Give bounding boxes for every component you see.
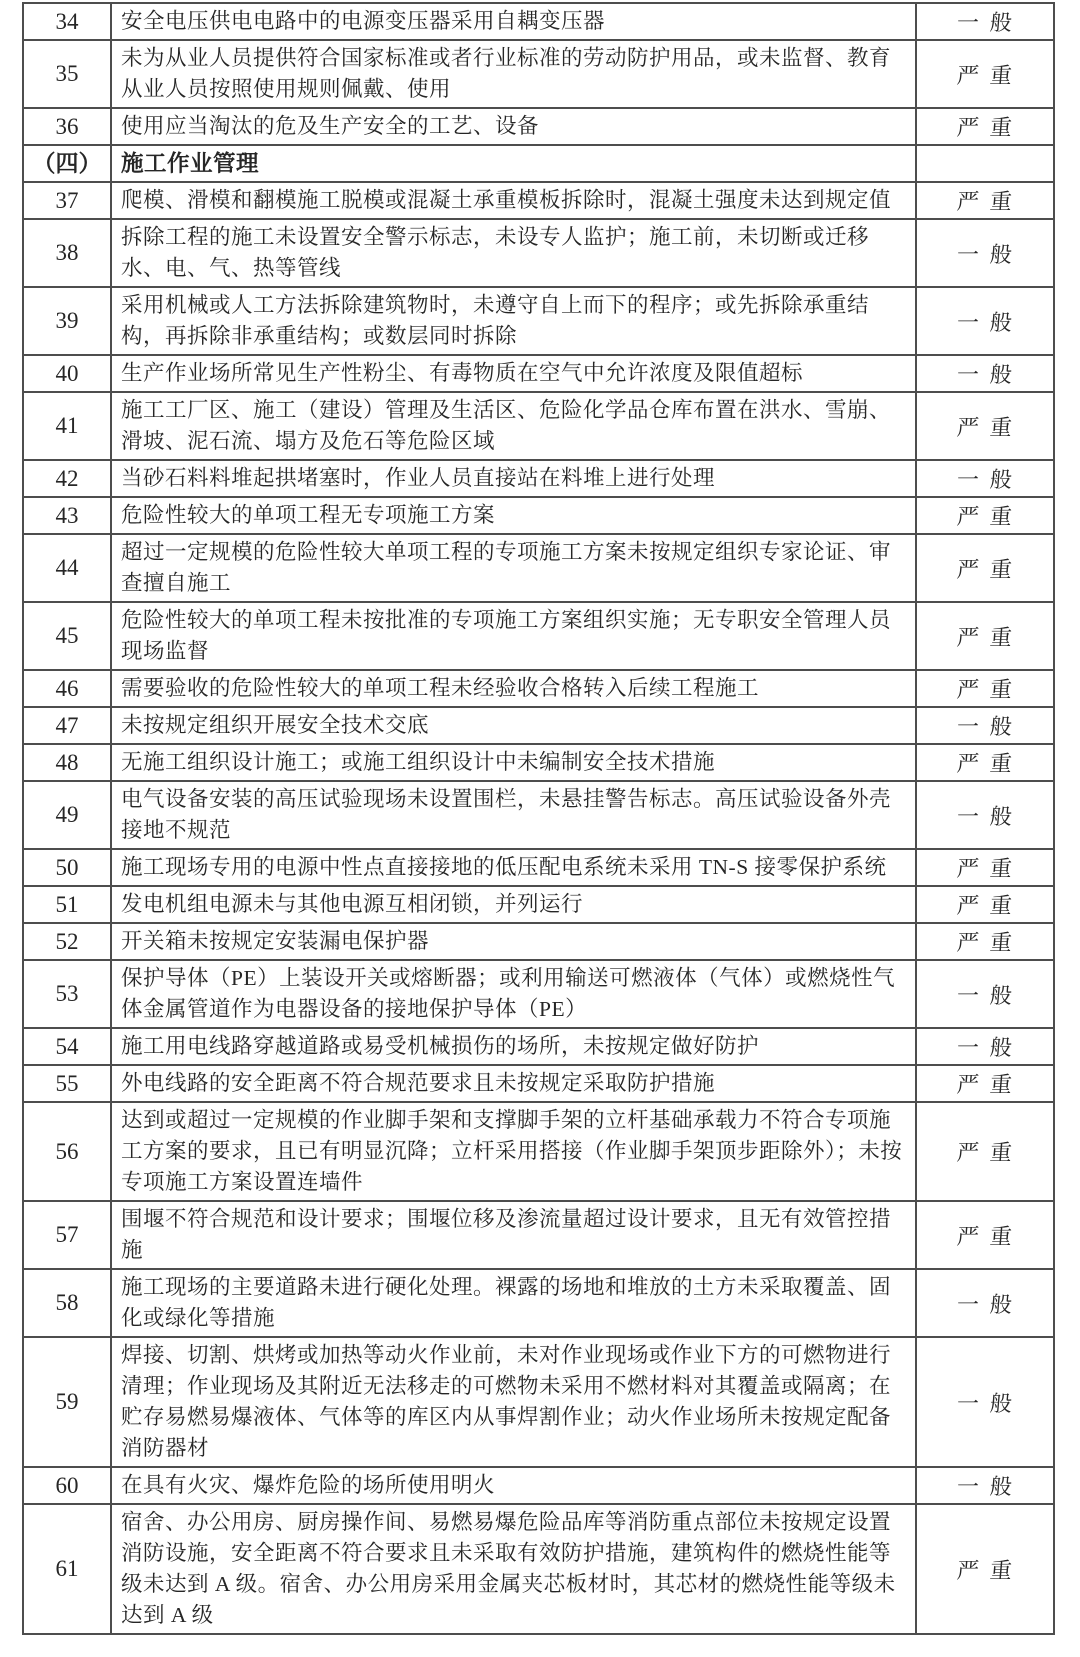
- row-number-cell: 37: [23, 182, 111, 219]
- table-row: [23, 1201, 1054, 1269]
- violation-description-cell: 焊接、切割、烘烤或加热等动火作业前，未对作业现场或作业下方的可燃物进行清理；作业现场及其附近无法移走的可燃物未采用不燃材料对其覆盖或隔离；在贮存易燃易爆液体、气体等的库区内从事焊割作业；动火作业场所未按规定配备消防器材: [111, 1337, 916, 1467]
- severity-cell: [916, 219, 1054, 287]
- table-row: [23, 287, 1054, 355]
- severity-label: 一般: [956, 714, 1025, 739]
- violation-description-cell: 超过一定规模的危险性较大单项工程的专项施工方案未按规定组织专家论证、审查擅自施工: [111, 534, 916, 602]
- violation-description-cell: 宿舍、办公用房、厨房操作间、易燃易爆危险品库等消防重点部位未按规定设置消防设施，安全距离不符合要求且未采取有效防护措施，建筑构件的燃烧性能等级未达到 A 级。宿舍、办公用房采用金属夹芯板材时，其芯材的燃烧性能等级未达到 A 级: [111, 1504, 916, 1634]
- table-row: [23, 707, 1054, 744]
- violation-description-cell: 在具有火灾、爆炸危险的场所使用明火: [111, 1467, 916, 1504]
- severity-label: 严重: [956, 556, 1025, 582]
- severity-cell: [916, 1201, 1054, 1269]
- violation-description-cell: 施工用电线路穿越道路或易受机械损伤的场所，未按规定做好防护: [111, 1028, 916, 1065]
- violation-description-cell: 当砂石料料堆起拱堵塞时，作业人员直接站在料堆上进行处理: [111, 460, 916, 497]
- violation-description-cell: 未为从业人员提供符合国家标准或者行业标准的劳动防护用品，或未监督、教育从业人员按照使用规则佩戴、使用: [111, 40, 916, 108]
- row-number-cell: 49: [23, 781, 111, 849]
- severity-cell: [916, 392, 1054, 460]
- severity-cell: [916, 460, 1054, 497]
- severity-cell: [916, 707, 1054, 744]
- severity-label: 一般: [956, 467, 1025, 492]
- severity-label: 一般: [956, 803, 1025, 829]
- table-row: [23, 108, 1054, 145]
- severity-label: 严重: [956, 751, 1025, 776]
- violation-description-cell: 危险性较大的单项工程未按批准的专项施工方案组织实施；无专职安全管理人员现场监督: [111, 602, 916, 670]
- row-number-cell: 45: [23, 602, 111, 670]
- row-number-cell: （四）: [23, 145, 111, 182]
- row-number-cell: 57: [23, 1201, 111, 1269]
- table-row: [23, 886, 1054, 923]
- violation-description-cell: 达到或超过一定规模的作业脚手架和支撑脚手架的立杆基础承载力不符合专项施工方案的要求，且已有明显沉降；立杆采用搭接（作业脚手架顶步距除外）；未按专项施工方案设置连墙件: [111, 1102, 916, 1201]
- violation-description-cell: 未按规定组织开展安全技术交底: [111, 707, 916, 744]
- violation-description-cell: 爬模、滑模和翻模施工脱模或混凝土承重模板拆除时，混凝土强度未达到规定值: [111, 182, 916, 219]
- severity-cell: [916, 849, 1054, 886]
- table-row: [23, 219, 1054, 287]
- severity-label: 严重: [956, 1140, 1025, 1165]
- severity-label: 一般: [956, 1390, 1025, 1416]
- table-row: [23, 1269, 1054, 1337]
- violation-description-cell: 无施工组织设计施工；或施工组织设计中未编制安全技术措施: [111, 744, 916, 781]
- severity-label: 严重: [956, 189, 1025, 214]
- row-number-cell: 53: [23, 960, 111, 1028]
- severity-cell: [916, 145, 1054, 182]
- violation-description-cell: 生产作业场所常见生产性粉尘、有毒物质在空气中允许浓度及限值超标: [111, 355, 916, 392]
- severity-label: 严重: [956, 893, 1025, 918]
- violation-description-cell: 电气设备安装的高压试验现场未设置围栏，未悬挂警告标志。高压试验设备外壳接地不规范: [111, 781, 916, 849]
- row-number-cell: 42: [23, 460, 111, 497]
- violation-description-cell: 安全电压供电电路中的电源变压器采用自耦变压器: [111, 3, 916, 40]
- row-number-cell: 56: [23, 1102, 111, 1201]
- row-number-cell: 39: [23, 287, 111, 355]
- row-number-cell: 47: [23, 707, 111, 744]
- violation-description-cell: 保护导体（PE）上装设开关或熔断器；或利用输送可燃液体（气体）或燃烧性气体金属管道作为电器设备的接地保护导体（PE）: [111, 960, 916, 1028]
- row-number-cell: 41: [23, 392, 111, 460]
- violation-description-cell: 施工作业管理: [111, 145, 916, 182]
- table-row: [23, 3, 1054, 40]
- table-body: [23, 3, 1054, 1634]
- severity-label: 严重: [956, 930, 1025, 955]
- severity-cell: [916, 744, 1054, 781]
- row-number-cell: 43: [23, 497, 111, 534]
- row-number-cell: 58: [23, 1269, 111, 1337]
- violation-description-cell: 拆除工程的施工未设置安全警示标志，未设专人监护；施工前，未切断或迁移水、电、气、热等管线: [111, 219, 916, 287]
- table-row: [23, 497, 1054, 534]
- severity-cell: [916, 182, 1054, 219]
- severity-label: 严重: [956, 62, 1025, 88]
- table-row: [23, 40, 1054, 108]
- table-row: [23, 781, 1054, 849]
- severity-label: 严重: [956, 677, 1025, 702]
- table-row: [23, 1504, 1054, 1634]
- severity-cell: [916, 886, 1054, 923]
- severity-label: 严重: [956, 414, 1025, 440]
- section-header-row: [23, 145, 1054, 182]
- violation-description-cell: 围堰不符合规范和设计要求；围堰位移及渗流量超过设计要求，且无有效管控措施: [111, 1201, 916, 1269]
- severity-cell: [916, 108, 1054, 145]
- row-number-cell: 61: [23, 1504, 111, 1634]
- severity-label: 一般: [956, 10, 1025, 35]
- table-row: [23, 1467, 1054, 1504]
- severity-label: 严重: [956, 856, 1025, 881]
- table-row: [23, 1028, 1054, 1065]
- severity-cell: [916, 781, 1054, 849]
- row-number-cell: 35: [23, 40, 111, 108]
- severity-cell: [916, 1504, 1054, 1634]
- row-number-cell: 54: [23, 1028, 111, 1065]
- severity-cell: [916, 534, 1054, 602]
- violation-description-cell: 施工现场的主要道路未进行硬化处理。裸露的场地和堆放的土方未采取覆盖、固化或绿化等措施: [111, 1269, 916, 1337]
- severity-cell: [916, 602, 1054, 670]
- violation-description-cell: 危险性较大的单项工程无专项施工方案: [111, 497, 916, 534]
- severity-label: 一般: [956, 241, 1025, 267]
- violation-description-cell: 使用应当淘汰的危及生产安全的工艺、设备: [111, 108, 916, 145]
- row-number-cell: 51: [23, 886, 111, 923]
- table-row: [23, 960, 1054, 1028]
- hazard-checklist-table: [22, 2, 1055, 1635]
- severity-label: 一般: [956, 982, 1025, 1008]
- severity-cell: [916, 1102, 1054, 1201]
- severity-label: 严重: [956, 1223, 1025, 1249]
- severity-cell: [916, 40, 1054, 108]
- severity-label: 严重: [956, 1072, 1025, 1097]
- table-row: [23, 1337, 1054, 1467]
- severity-cell: [916, 3, 1054, 40]
- table-row: [23, 602, 1054, 670]
- row-number-cell: 36: [23, 108, 111, 145]
- violation-description-cell: 发电机组电源未与其他电源互相闭锁，并列运行: [111, 886, 916, 923]
- severity-cell: [916, 497, 1054, 534]
- table-row: [23, 744, 1054, 781]
- table-row: [23, 670, 1054, 707]
- violation-description-cell: 施工现场专用的电源中性点直接接地的低压配电系统未采用 TN-S 接零保护系统: [111, 849, 916, 886]
- table-row: [23, 392, 1054, 460]
- row-number-cell: 60: [23, 1467, 111, 1504]
- severity-label: 严重: [956, 1557, 1025, 1583]
- table-row: [23, 182, 1054, 219]
- table-row: [23, 534, 1054, 602]
- severity-label: 一般: [956, 1291, 1025, 1317]
- severity-cell: [916, 1028, 1054, 1065]
- violation-description-cell: 施工工厂区、施工（建设）管理及生活区、危险化学品仓库布置在洪水、雪崩、滑坡、泥石流、塌方及危石等危险区域: [111, 392, 916, 460]
- row-number-cell: 40: [23, 355, 111, 392]
- severity-label: 严重: [956, 115, 1025, 140]
- severity-cell: [916, 923, 1054, 960]
- severity-label: 一般: [956, 1474, 1025, 1499]
- row-number-cell: 52: [23, 923, 111, 960]
- severity-label: 严重: [956, 624, 1025, 650]
- severity-label: 一般: [956, 1035, 1025, 1060]
- row-number-cell: 59: [23, 1337, 111, 1467]
- row-number-cell: 55: [23, 1065, 111, 1102]
- severity-label: 一般: [956, 362, 1025, 387]
- row-number-cell: 48: [23, 744, 111, 781]
- severity-cell: [916, 670, 1054, 707]
- violation-description-cell: 开关箱未按规定安装漏电保护器: [111, 923, 916, 960]
- table-row: [23, 923, 1054, 960]
- severity-cell: [916, 355, 1054, 392]
- severity-label: 严重: [956, 504, 1025, 529]
- table-row: [23, 460, 1054, 497]
- severity-label: 一般: [956, 309, 1025, 335]
- violation-description-cell: 需要验收的危险性较大的单项工程未经验收合格转入后续工程施工: [111, 670, 916, 707]
- severity-cell: [916, 1467, 1054, 1504]
- row-number-cell: 50: [23, 849, 111, 886]
- row-number-cell: 34: [23, 3, 111, 40]
- violation-description-cell: 外电线路的安全距离不符合规范要求且未按规定采取防护措施: [111, 1065, 916, 1102]
- table-row: [23, 1065, 1054, 1102]
- row-number-cell: 46: [23, 670, 111, 707]
- row-number-cell: 38: [23, 219, 111, 287]
- severity-cell: [916, 1065, 1054, 1102]
- severity-cell: [916, 287, 1054, 355]
- table-row: [23, 355, 1054, 392]
- table-row: [23, 1102, 1054, 1201]
- severity-cell: [916, 1269, 1054, 1337]
- severity-cell: [916, 960, 1054, 1028]
- severity-cell: [916, 1337, 1054, 1467]
- row-number-cell: 44: [23, 534, 111, 602]
- table-row: [23, 849, 1054, 886]
- violation-description-cell: 采用机械或人工方法拆除建筑物时，未遵守自上而下的程序；或先拆除承重结构，再拆除非承重结构；或数层同时拆除: [111, 287, 916, 355]
